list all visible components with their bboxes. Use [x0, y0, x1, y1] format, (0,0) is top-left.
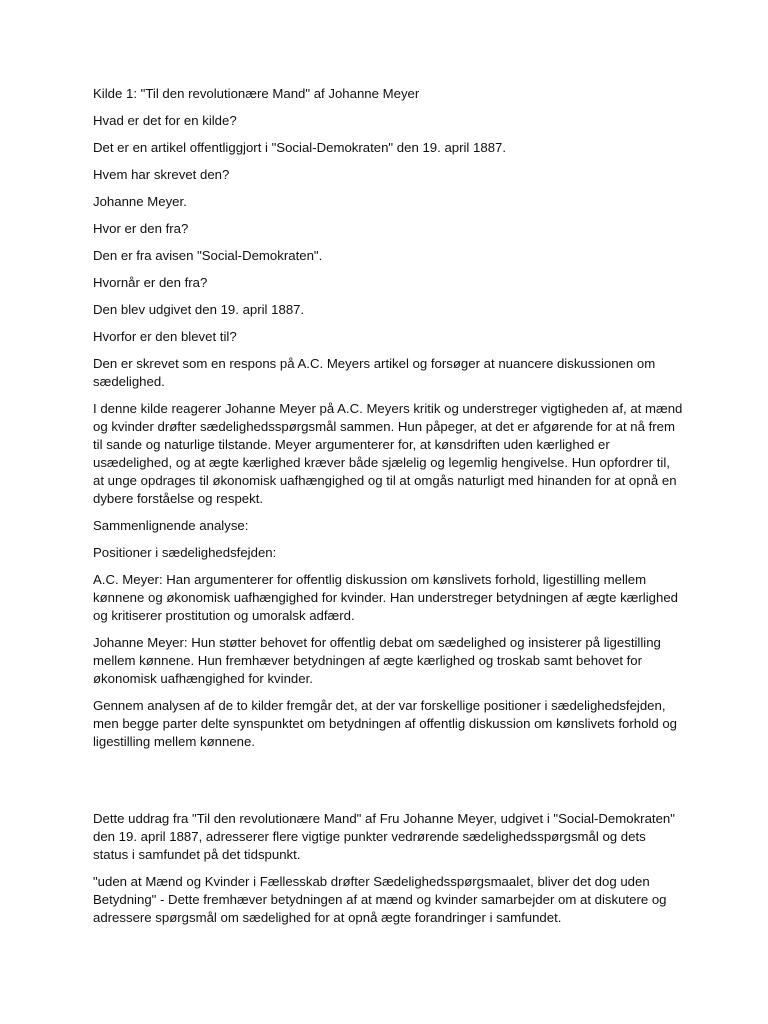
- question-origin: Hvor er den fra?: [93, 221, 189, 236]
- document-page: [93, 85, 683, 936]
- answer-author: Johanne Meyer.: [93, 194, 187, 209]
- answer-origin: Den er fra avisen "Social-Demokraten".: [93, 248, 323, 263]
- question-purpose: Hvorfor er den blevet til?: [93, 329, 237, 344]
- excerpt-intro-paragraph: Dette uddrag fra "Til den revolutionære Mand" af Fru Johanne Meyer, udgivet i "Social-Demokraten" den 19. april 1887, adresserer flere vigtige punkter vedrørende sædelighedsspørgsmål og dets status i samfundet på det tidspunkt.: [93, 811, 675, 862]
- section-gap: [93, 760, 683, 810]
- question-date: Hvornår er den fra?: [93, 275, 208, 290]
- answer-date: Den blev udgivet den 19. april 1887.: [93, 302, 305, 317]
- answer-source-type: Det er en artikel offentliggjort i "Social-Demokraten" den 19. april 1887.: [93, 140, 507, 155]
- excerpt-quote-paragraph: "uden at Mænd og Kvinder i Fællesskab drøfter Sædelighedsspørgsmaalet, bliver det dog uden Betydning" - Dette fremhæver betydningen af at mænd og kvinder samarbejder om at diskutere og adressere spørgsmål om sædelighed for at opnå ægte forandringer i samfundet.: [93, 874, 667, 925]
- position-ac-meyer: A.C. Meyer: Han argumenterer for offentlig diskussion om kønslivets forhold, ligestilling mellem kønnene og økonomisk uafhængighed for kvinder. Han understreger betydningen af ægte kærlighed og kritiserer prostitution og umoralsk adfærd.: [93, 572, 679, 623]
- comparative-analysis-heading: Sammenlignende analyse:: [93, 518, 249, 533]
- summary-paragraph: I denne kilde reagerer Johanne Meyer på A.C. Meyers kritik og understreger vigtigheden af, at mænd og kvinder drøfter sædelighedsspørgsmål sammen. Hun påpeger, at det er afgørende for at nå frem til sande og naturlige tilstande. Meyer argumenterer for, at kønsdriften uden kærlighed er usædelighed, og at ægte kærlighed kræver både sjælelig og legemlig hengivelse. Hun opfordrer til, at unge opdrages til økonomisk uafhængighed og til at omgås naturligt med hinanden for at opnå en dybere forståelse og respekt.: [93, 401, 683, 506]
- source-heading: Kilde 1: "Til den revolutionære Mand" af Johanne Meyer: [93, 86, 420, 101]
- positions-heading: Positioner i sædelighedsfejden:: [93, 545, 277, 560]
- position-johanne-meyer: Johanne Meyer: Hun støtter behovet for offentlig debat om sædelighed og insisterer på ligestilling mellem kønnene. Hun fremhæver betydningen af ægte kærlighed og troskab samt behovet for økonomisk uafhængighed for kvinder.: [93, 635, 661, 686]
- question-source-type: Hvad er det for en kilde?: [93, 113, 237, 128]
- conclusion-paragraph: Gennem analysen af de to kilder fremgår det, at der var forskellige positioner i sædelighedsfejden, men begge parter delte synspunktet om betydningen af offentlig diskussion om kønslivets forhold og ligestilling mellem kønnene.: [93, 698, 678, 749]
- question-author: Hvem har skrevet den?: [93, 167, 230, 182]
- answer-purpose: Den er skrevet som en respons på A.C. Meyers artikel og forsøger at nuancere diskussionen om sædelighed.: [93, 356, 656, 389]
